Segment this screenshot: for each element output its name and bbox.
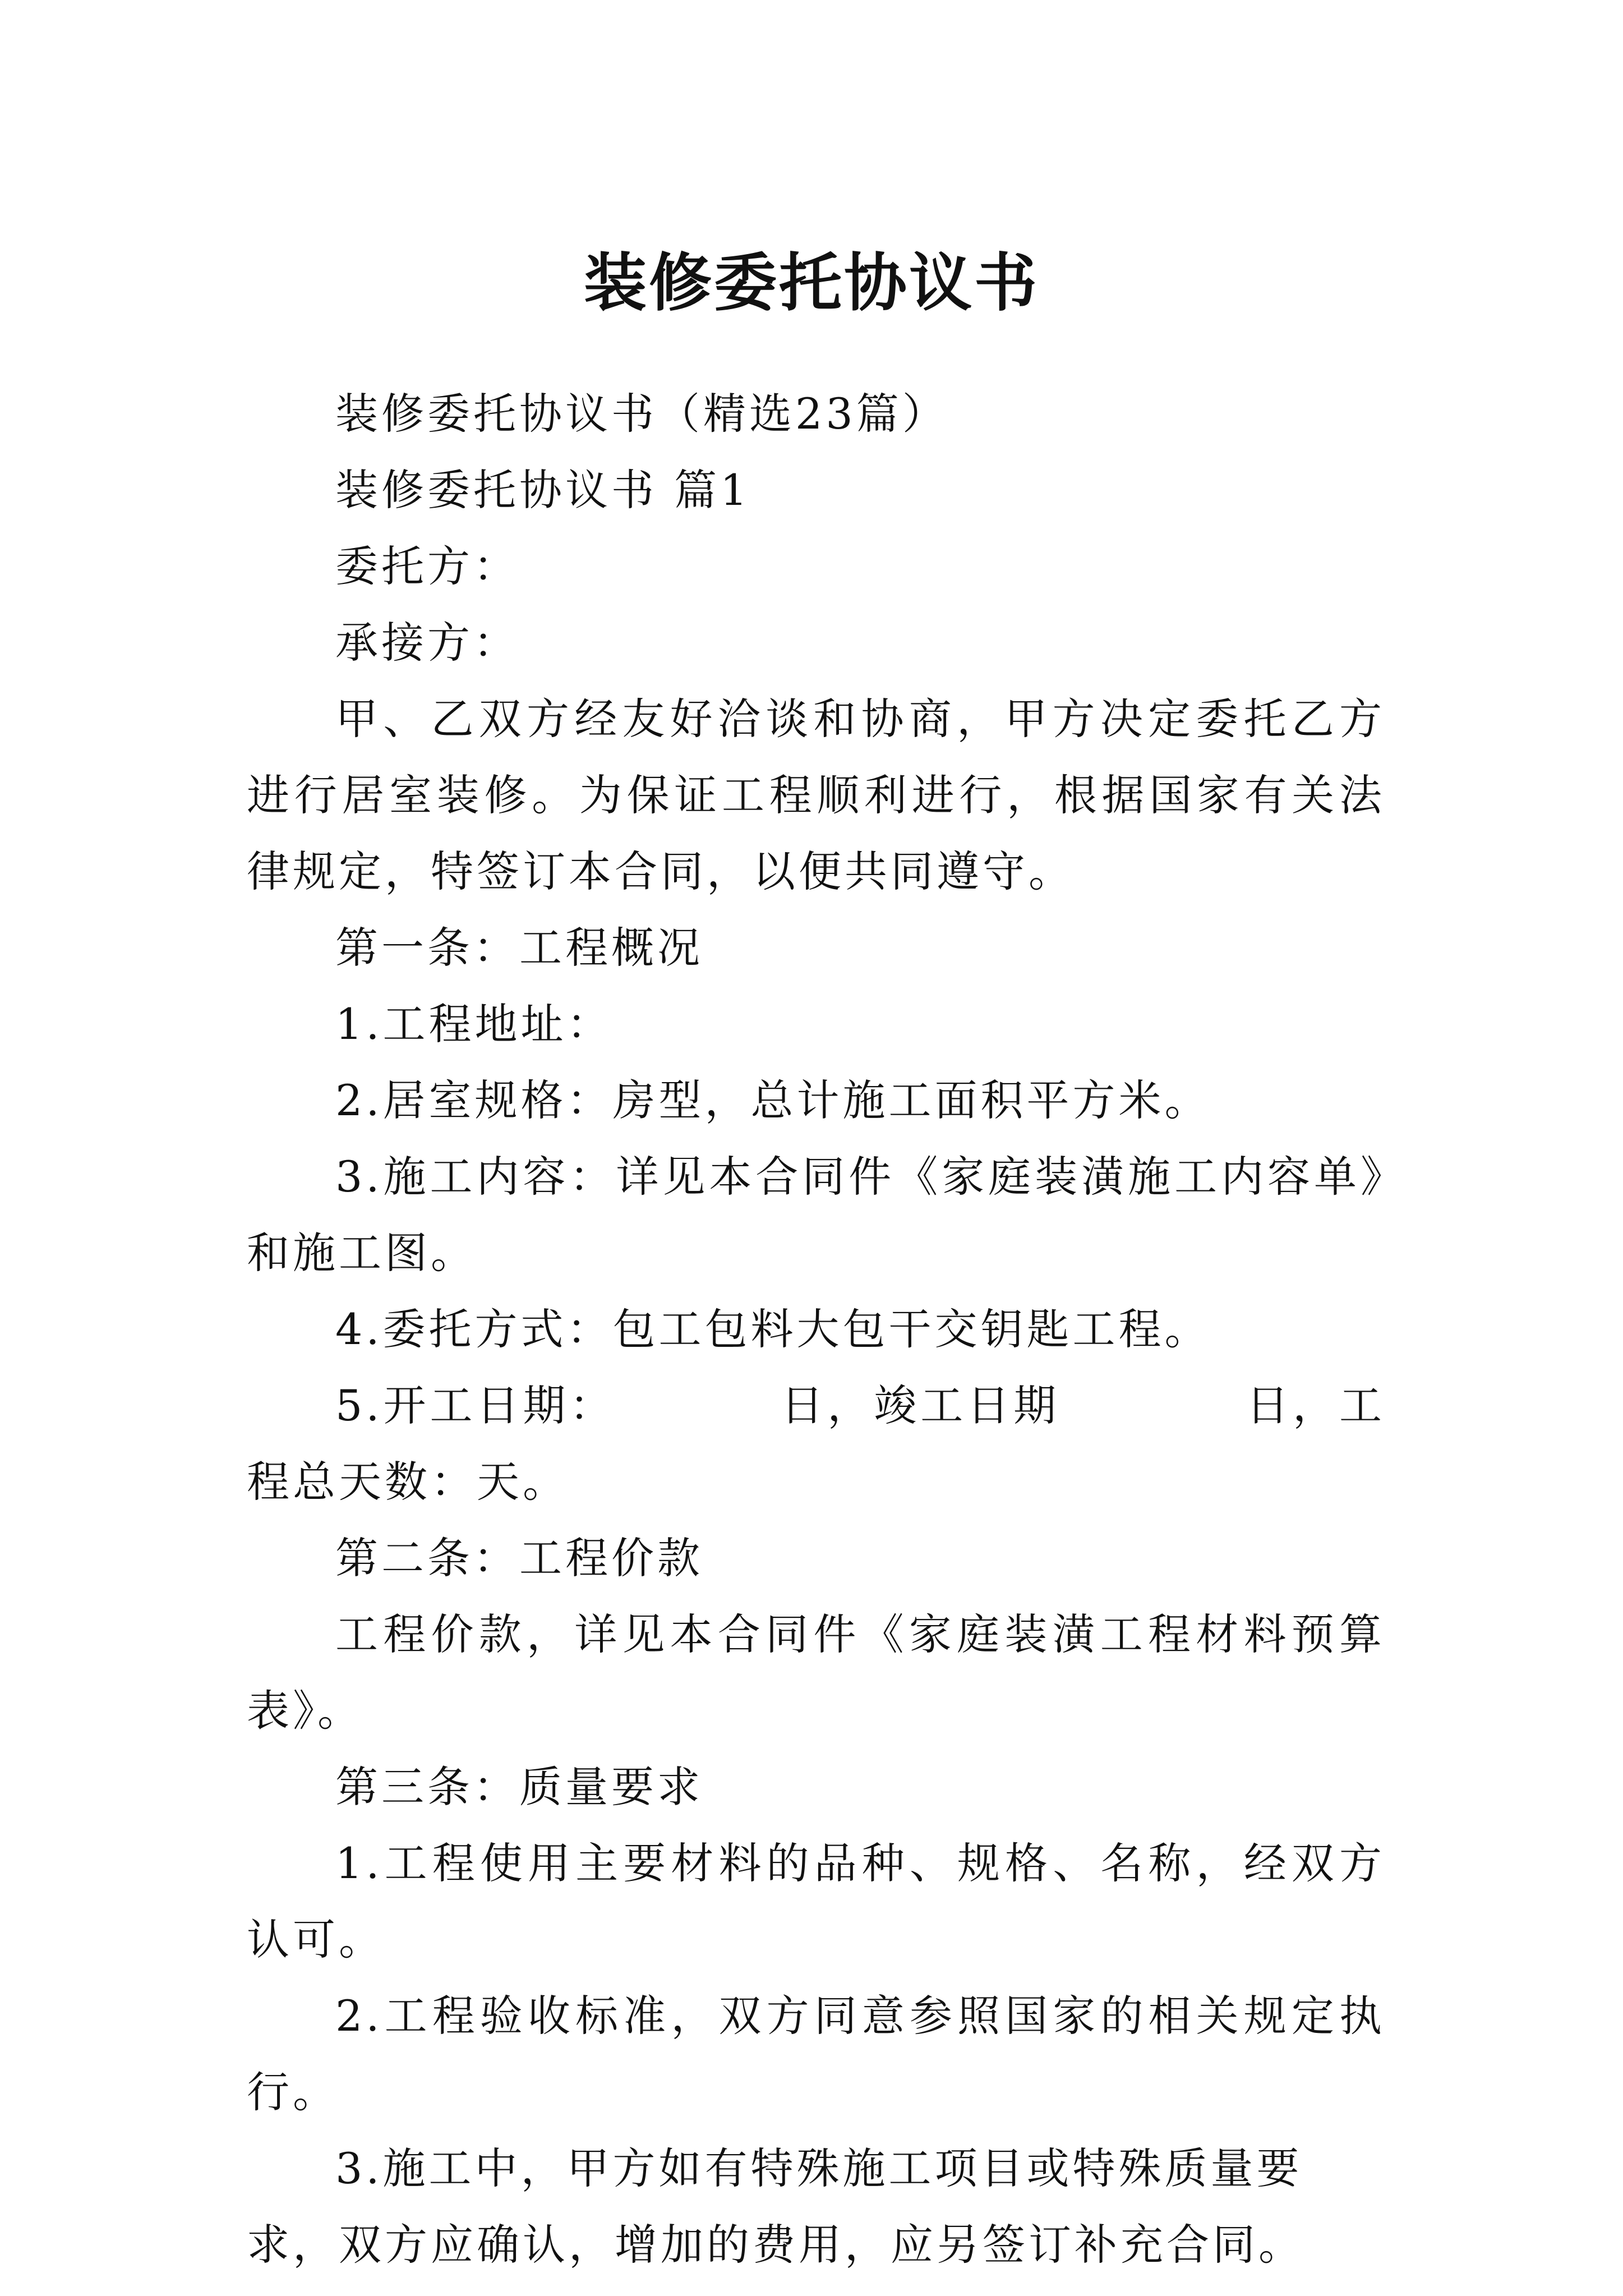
clause-item: 2.工程验收标准，双方同意参照国家的相关规定执行。 <box>247 1991 1385 2117</box>
clause-item: 4.委托方式：包工包料大包干交钥匙工程。 <box>335 1304 1211 1354</box>
clause-item: 3.施工内容：详见本合同件《家庭装潢施工内容单》和施工图。 <box>247 1152 1385 1278</box>
clause-item: 3.施工中，甲方如有特殊施工项目或特殊质量要求，双方应确认，增加的费用，应另签订补充合同。 <box>247 2143 1304 2270</box>
document-title: 装修委托协议书 <box>584 246 1039 320</box>
article-heading: 第三条：质量要求 <box>335 1762 703 1812</box>
clause-item: 1.工程使用主要材料的品种、规格、名称，经双方认可。 <box>247 1838 1385 1964</box>
clause-item: 5.开工日期： 日，竣工日期 日，工程总天数：天。 <box>247 1381 1385 1507</box>
preamble-paragraph: 甲、乙双方经友好洽谈和协商，甲方决定委托乙方进行居室装修。为保证工程顺利进行，根据国家有关法律规定，特签订本合同，以便共同遵守。 <box>247 694 1385 896</box>
subtitle-line: 装修委托协议书（精选23篇） <box>335 389 948 439</box>
section-heading: 装修委托协议书 篇1 <box>335 465 751 515</box>
clause-item: 1.工程地址： <box>335 999 613 1049</box>
document-body <box>247 376 1385 2283</box>
article-heading: 第一条：工程概况 <box>335 923 703 973</box>
contractor-field: 承接方： <box>335 618 519 668</box>
clause-item: 2.居室规格：房型，总计施工面积平方米。 <box>335 1075 1211 1125</box>
clause-item: 工程价款，详见本合同件《家庭装潢工程材料预算表》。 <box>247 1609 1385 1736</box>
article-heading: 第二条：工程价款 <box>335 1533 703 1583</box>
client-field: 委托方： <box>335 541 519 591</box>
